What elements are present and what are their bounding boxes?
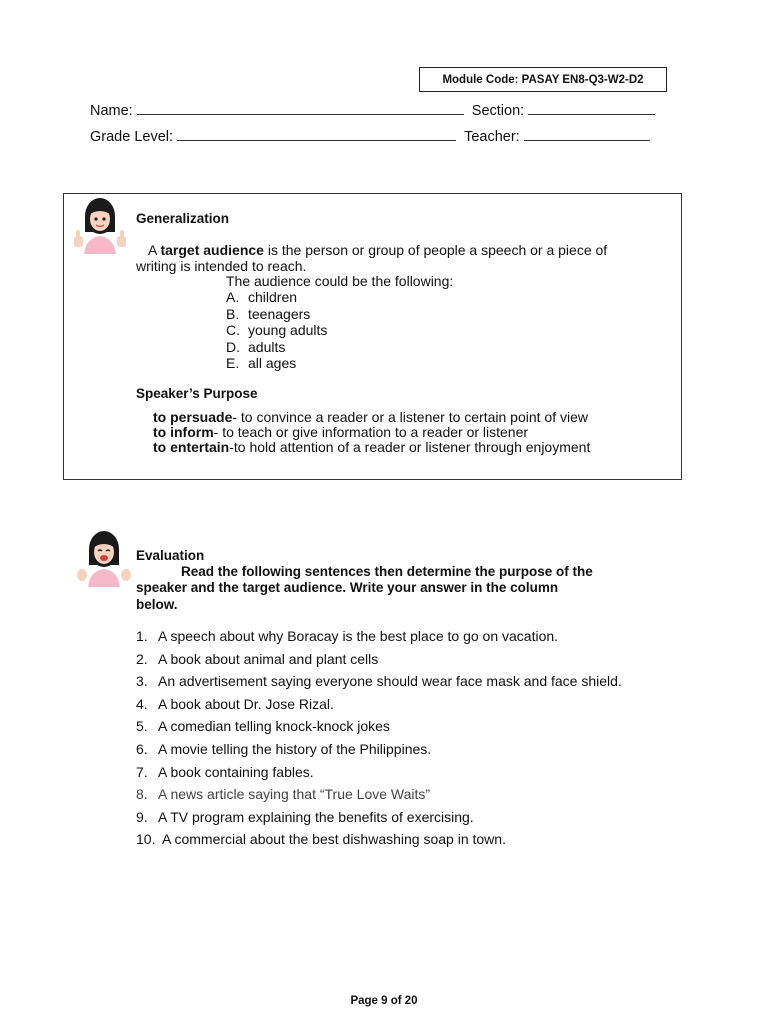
list-item: 7. A book containing fables. [136, 763, 314, 780]
list-item: 1. A speech about why Boracay is the best place to go on vacation. [136, 628, 559, 644]
grade-teacher-row [90, 128, 650, 145]
evaluation-list [136, 628, 622, 854]
section-blank[interactable] [528, 102, 655, 115]
speakers-purpose-heading: Speaker’s Purpose [136, 386, 258, 401]
name-blank[interactable] [137, 102, 464, 115]
intro-a: A [148, 242, 157, 258]
list-item: B. teenagers [226, 305, 311, 322]
list-item: E. all ages [226, 355, 297, 371]
list-item: 4. A book about Dr. Jose Rizal. [136, 695, 334, 712]
list-item: to inform- to teach or give information to a reader or listener [153, 424, 529, 440]
intro-rest: is the person or group of people a speech or a piece of [267, 242, 608, 258]
list-item: 9. A TV program explaining the benefits of exercising. [136, 808, 474, 825]
evaluation-instruction-3: below. [136, 597, 178, 612]
avatar-excited-icon [74, 529, 134, 591]
teacher-blank[interactable] [524, 128, 650, 141]
list-item: 5. A comedian telling knock-knock jokes [136, 718, 390, 735]
list-item: D. adults [226, 338, 286, 355]
list-item: C. young adults [226, 322, 328, 338]
list-item: to persuade- to convince a reader or a listener to certain point of view [153, 409, 588, 425]
page-number: Page 9 of 20 [350, 995, 418, 1007]
name-section-row [90, 102, 655, 119]
avatar-thumbs-up-icon [70, 196, 130, 258]
target-audience-term: target audience [160, 242, 264, 258]
list-item: 3. An advertisement saying everyone should wear face mask and face shield. [136, 673, 622, 690]
list-item: 8. A news article saying that “True Love Waits” [136, 786, 431, 803]
list-item: to entertain-to hold attention of a reader or listener through enjoyment [153, 439, 591, 455]
grade-level-blank[interactable] [177, 128, 456, 141]
list-item: 10. A commercial about the best dishwashing soap in town. [136, 831, 506, 848]
purpose-list [153, 410, 590, 455]
name-label: Name: [90, 103, 133, 119]
list-item: 6. A movie telling the history of the Philippines. [136, 740, 432, 757]
evaluation-instruction-2: speaker and the target audience. Write your answer in the column [136, 580, 559, 595]
grade-level-label: Grade Level: [90, 129, 174, 145]
audience-list-intro: The audience could be the following: [226, 273, 454, 289]
evaluation-heading: Evaluation [136, 548, 205, 563]
teacher-label: Teacher: [464, 129, 520, 145]
intro-line2: writing is intended to reach. [136, 258, 307, 274]
module-code-box [419, 67, 667, 92]
section-label: Section: [471, 103, 525, 119]
list-item: 2. A book about animal and plant cells [136, 650, 379, 667]
evaluation-instruction-1: Read the following sentences then determine the purpose of the [181, 564, 593, 579]
module-code: Module Code: PASAY EN8-Q3-W2-D2 [442, 73, 644, 86]
generalization-heading: Generalization [136, 211, 230, 226]
target-audience-definition [136, 242, 607, 258]
audience-list [226, 289, 327, 372]
list-item: A. children [226, 289, 298, 305]
